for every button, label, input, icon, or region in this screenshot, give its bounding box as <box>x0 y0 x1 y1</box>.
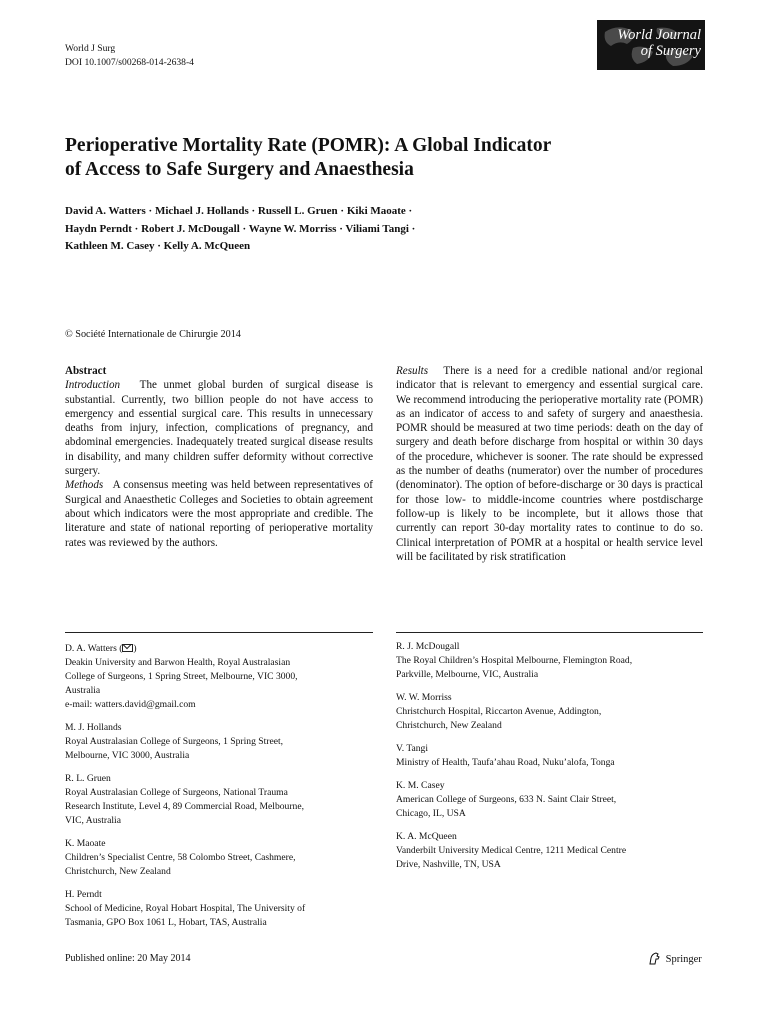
affiliation-line: Children’s Specialist Centre, 58 Colombo Street, Cashmere, <box>65 852 296 863</box>
affiliation-line: Parkville, Melbourne, VIC, Australia <box>396 669 539 680</box>
affiliation-item <box>396 691 696 733</box>
affiliation-line: Chicago, IL, USA <box>396 808 466 819</box>
author-line: David A. Watters · Michael J. Hollands · Russell L. Gruen · Kiki Maoate · <box>65 205 413 217</box>
affiliation-item <box>396 830 696 872</box>
journal-meta <box>65 42 194 70</box>
author-line: Kathleen M. Casey · Kelly A. McQueen <box>65 240 251 252</box>
title-line-1: Perioperative Mortality Rate (POMR): A Global Indicator <box>65 135 552 156</box>
affiliation-item <box>65 772 365 828</box>
affiliation-line: Royal Australasian College of Surgeons, 1 Spring Street, <box>65 736 284 747</box>
affiliation-line: The Royal Children’s Hospital Melbourne, Flemington Road, <box>396 655 633 666</box>
affiliation-line: Royal Australasian College of Surgeons, National Trauma <box>65 787 288 798</box>
affiliation-line: Drive, Nashville, TN, USA <box>396 859 501 870</box>
affiliation-item <box>65 721 365 763</box>
affiliation-item <box>396 779 696 821</box>
affiliation-author: R. L. Gruen <box>65 773 111 784</box>
publisher-logo <box>648 952 702 965</box>
abstract-right-column <box>396 364 703 564</box>
affiliation-line: Australia <box>65 685 101 696</box>
affiliation-line: Tasmania, GPO Box 1061 L, Hobart, TAS, Australia <box>65 917 267 928</box>
methods-label: Methods <box>65 479 104 492</box>
affiliations-right <box>396 640 696 881</box>
affiliation-author: K. M. Casey <box>396 780 445 791</box>
results-text: There is a need for a credible national and/or regional indicator that is relevant to emergency and essential surgical care. We recommend introducing the perioperative mortality rate (POMR) as an indicator of access to and safety of surgery and anaesthesia. POMR should be measured at two time periods: death on the day of surgery and death before discharge from hospital or within 30 days of the procedure, whichever is sooner. The rate should be expressed as the number of deaths (numerator) over the number of procedures (denominator). The option of before-discharge or 30 days is practical for those low- to middle-income countries where postdischarge follow-up is likely to be incomplete, but it allows those that currently can report 30-day mortality rates to continue to do so. Clinical interpretation of POMR at a hospital or health service level will be facilitated by risk stratification <box>396 365 703 563</box>
affiliation-line: School of Medicine, Royal Hobart Hospital, The University of <box>65 903 306 914</box>
affiliation-item <box>65 837 365 879</box>
affiliation-line: Christchurch, New Zealand <box>65 866 171 877</box>
affiliation-item <box>65 888 365 930</box>
affiliation-item <box>396 640 696 682</box>
author-line: Haydn Perndt · Robert J. McDougall · Wayne W. Morriss · Viliami Tangi · <box>65 222 416 235</box>
introduction-label: Introduction <box>65 379 121 392</box>
affiliation-author: V. Tangi <box>396 743 429 754</box>
affiliation-author: H. Perndt <box>65 889 102 900</box>
abstract-heading: Abstract <box>65 365 107 377</box>
divider-left <box>65 632 373 633</box>
logo-line-2: of Surgery <box>640 43 701 59</box>
affiliation-line: VIC, Australia <box>65 815 121 826</box>
affiliation-line: American College of Surgeons, 633 N. Saint Clair Street, <box>396 794 617 805</box>
affiliation-line: College of Surgeons, 1 Spring Street, Melbourne, VIC 3000, <box>65 671 298 682</box>
results-label: Results <box>396 365 429 377</box>
published-date: Published online: 20 May 2014 <box>65 953 191 964</box>
author-list <box>65 203 545 256</box>
affiliation-line: Christchurch, New Zealand <box>396 720 502 731</box>
publisher-name: Springer <box>665 954 702 965</box>
affiliation-item <box>396 742 696 770</box>
affiliation-author: K. Maoate <box>65 838 106 849</box>
affiliation-line: Christchurch Hospital, Riccarton Avenue, Addington, <box>396 706 602 717</box>
affiliation-author: W. W. Morriss <box>396 692 452 703</box>
affiliation-item <box>65 642 365 712</box>
springer-horse-icon <box>648 952 661 965</box>
divider-right <box>396 632 703 633</box>
affiliations-left <box>65 642 365 939</box>
journal-logo <box>597 20 705 70</box>
affiliation-author: D. A. Watters ( ) <box>65 643 137 654</box>
envelope-icon <box>122 644 133 652</box>
methods-text: A consensus meeting was held between representatives of Surgical and Anaesthetic Colleges and Societies to obtain agreement about which indicators were the most appropriate and credible. The literature and state of national reporting of perioperative mortality rates was reviewed by the authors. <box>65 479 373 549</box>
copyright: © Société Internationale de Chirurgie 2014 <box>65 329 241 340</box>
affiliation-line: Deakin University and Barwon Health, Royal Australasian <box>65 657 291 668</box>
affiliation-author: K. A. McQueen <box>396 831 457 842</box>
logo-line-1: World Journal <box>617 27 701 43</box>
abstract-results <box>396 364 703 564</box>
abstract-methods <box>65 478 373 549</box>
affiliation-line: Melbourne, VIC 3000, Australia <box>65 750 190 761</box>
affiliation-line: Vanderbilt University Medical Centre, 1211 Medical Centre <box>396 845 627 856</box>
paper-title <box>65 134 685 182</box>
journal-name: World J Surg <box>65 43 116 54</box>
affiliation-author: R. J. McDougall <box>396 641 460 652</box>
abstract-introduction <box>65 378 373 478</box>
title-line-2: of Access to Safe Surgery and Anaesthesia <box>65 159 414 180</box>
introduction-text: The unmet global burden of surgical disease is substantial. Currently, two billion people do not have access to emergency and essential surgical care. This results in unnecessary deaths from injury, infection, complications of pregnancy, and abdominal emergencies. Inadequately treated surgical disease results in disability, and many children suffer deformity without corrective surgery. <box>65 379 373 478</box>
affiliation-line: Ministry of Health, Taufa’ahau Road, Nuku’alofa, Tonga <box>396 757 615 768</box>
affiliation-line: Research Institute, Level 4, 89 Commercial Road, Melbourne, <box>65 801 304 812</box>
affiliation-author: M. J. Hollands <box>65 722 122 733</box>
email-link[interactable]: e-mail: watters.david@gmail.com <box>65 699 196 710</box>
doi: DOI 10.1007/s00268-014-2638-4 <box>65 57 194 68</box>
abstract-left-column <box>65 364 373 550</box>
